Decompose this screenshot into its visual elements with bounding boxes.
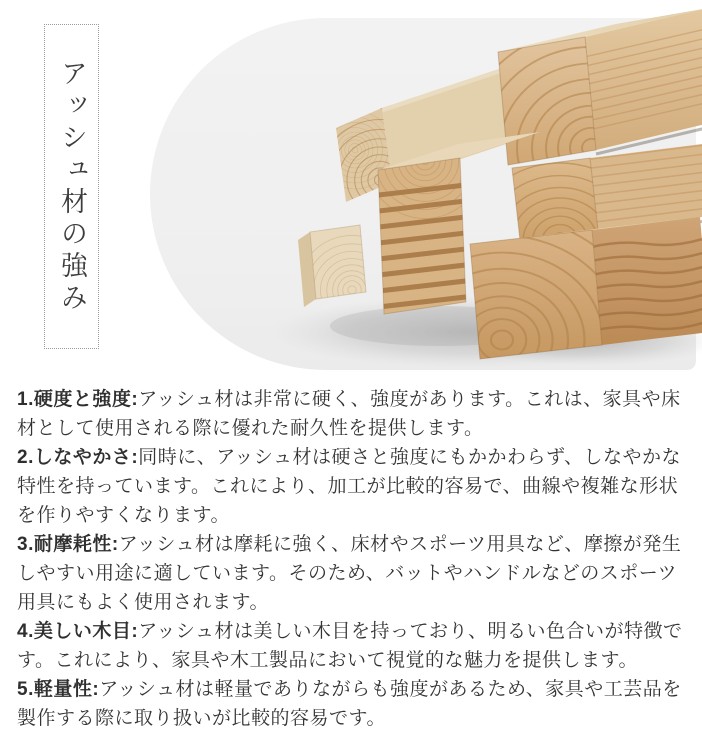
feature-text-2: 同時に、アッシュ材は硬さと強度にもかかわらず、しなやかな特性を持っています。これにより、加工が比較的容易で、曲線や複雑な形状を作りやすくなります。 — [17, 447, 681, 526]
feature-text-4: アッシュ材は美しい木目を持っており、明るい色合いが特徴です。これにより、家具や木工製品において視覚的な魅力を提供します。 — [17, 621, 683, 671]
feature-text-1: アッシュ材は非常に硬く、強度があります。これは、家具や床材として使用される際に優れた耐久性を提供します。 — [17, 389, 681, 439]
section-title: アッシュ材の強み — [56, 58, 87, 315]
feature-text-3: アッシュ材は摩耗に強く、床材やスポーツ用具など、摩擦が発生しやすい用途に適しています。そのため、バットやハンドルなどのスポーツ用具にもよく使用されます。 — [17, 534, 682, 613]
feature-item-2 — [17, 443, 685, 530]
feature-label-5: 5.軽量性: — [17, 679, 100, 700]
vertical-title-box — [44, 24, 99, 349]
feature-label-4: 4.美しい木目: — [17, 621, 139, 642]
feature-item-1 — [17, 385, 685, 443]
feature-label-2: 2.しなやかさ: — [17, 447, 139, 468]
feature-list — [0, 378, 702, 733]
feature-label-3: 3.耐摩耗性: — [17, 534, 119, 555]
lumber-stack-illustration — [140, 0, 702, 380]
feature-label-1: 1.硬度と強度: — [17, 389, 139, 410]
feature-item-5 — [17, 675, 685, 733]
feature-item-4 — [17, 617, 685, 675]
feature-text-5: アッシュ材は軽量でありながらも強度があるため、家具や工芸品を製作する際に取り扱いが比較的容易です。 — [17, 679, 682, 729]
feature-item-3 — [17, 530, 685, 617]
ash-lumber-photo — [140, 0, 702, 380]
